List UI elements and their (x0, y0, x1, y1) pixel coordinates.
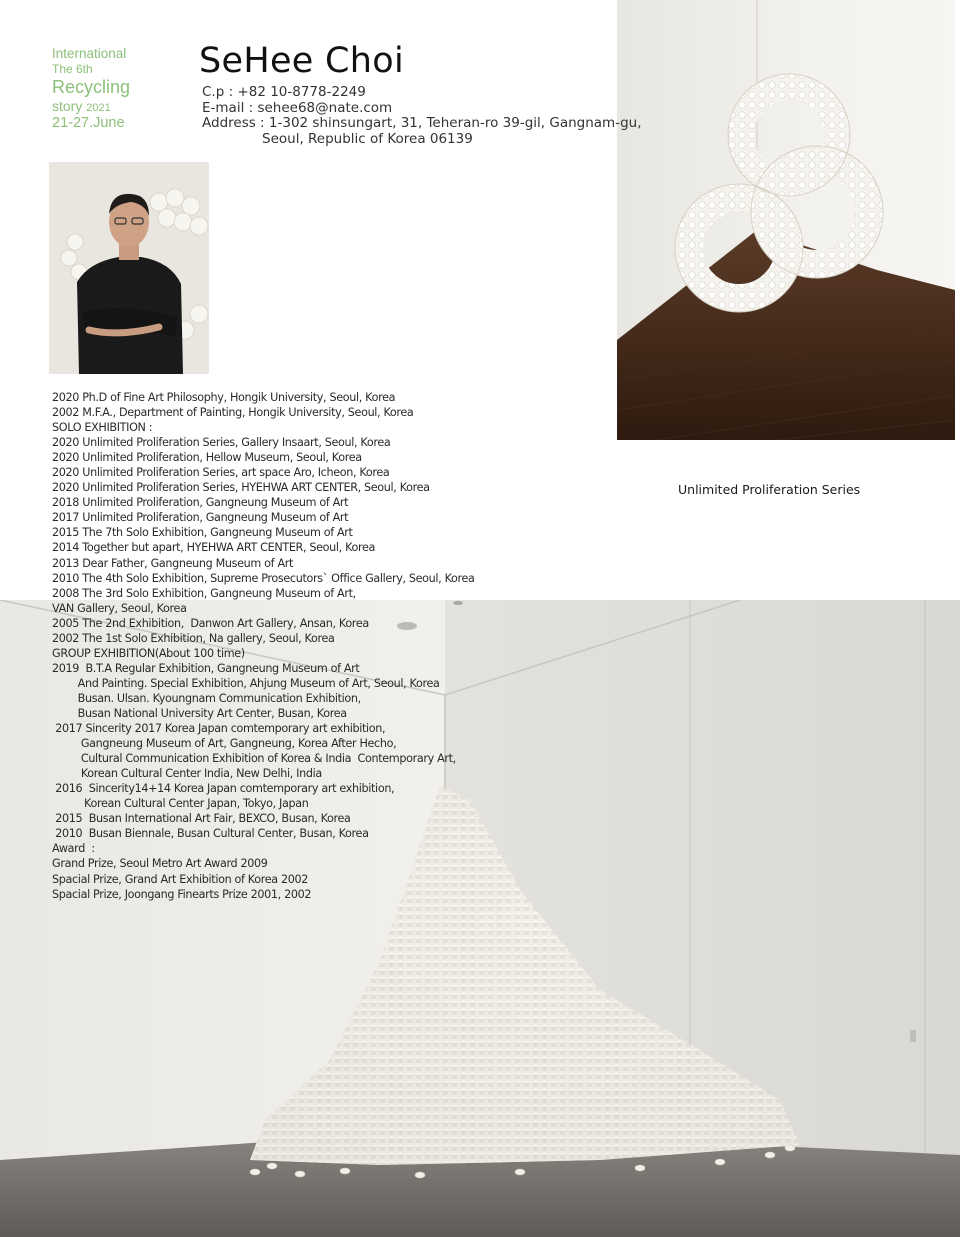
email-line: E-mail : sehee68@nate.com (202, 99, 393, 116)
event-year: 2021 (86, 102, 111, 115)
cv-line: Korean Cultural Center India, New Delhi, India (52, 767, 322, 781)
event-line-story (52, 98, 130, 115)
address-line-2: Seoul, Republic of Korea 06139 (262, 130, 473, 147)
cv-line: 2015 Busan International Art Fair, BEXCO, Busan, Korea (52, 812, 351, 826)
cv-line: Cultural Communication Exhibition of Korea & India Contemporary Art, (52, 752, 456, 766)
event-dates: 21-27.June (52, 115, 125, 132)
cv-line: 2016 Sincerity14+14 Korea Japan comtemporary art exhibition, (52, 782, 395, 796)
event-story-word: story (52, 98, 83, 115)
artwork-caption: Unlimited Proliferation Series (678, 482, 861, 497)
cv-line: Spacial Prize, Grand Art Exhibition of Korea 2002 (52, 872, 309, 886)
cv-text (52, 390, 475, 902)
address-line-1: Address : 1-302 shinsungart, 31, Teheran-ro 39-gil, Gangnam-gu, (202, 115, 642, 131)
cv-line: 2020 Unlimited Proliferation Series, Gallery Insaart, Seoul, Korea (52, 436, 391, 450)
artist-name: SeHee Choi (199, 41, 405, 81)
event-line-edition: The 6th (52, 62, 93, 77)
contact-block (202, 85, 642, 147)
phone-line: C.p : +82 10-8778-2249 (202, 84, 366, 100)
cv-line: 2018 Unlimited Proliferation, Gangneung Museum of Art (52, 496, 349, 510)
cv-line: 2020 Unlimited Proliferation, Hellow Museum, Seoul, Korea (52, 451, 362, 465)
event-line-international: International (52, 46, 127, 61)
cv-line: 2010 The 4th Solo Exhibition, Supreme Prosecutors` Office Gallery, Seoul, Korea (52, 571, 475, 585)
cv-line: Busan National University Art Center, Busan, Korea (52, 706, 347, 720)
cv-line: 2017 Unlimited Proliferation, Gangneung Museum of Art (52, 511, 349, 525)
cv-line: Busan. Ulsan. Kyoungnam Communication Exhibition, (52, 691, 361, 705)
cv-line: 2019 B.T.A Regular Exhibition, Gangneung Museum of Art (52, 661, 360, 675)
cv-line: 2014 Together but apart, HYEHWA ART CENTER, Seoul, Korea (52, 541, 376, 555)
cv-line: 2008 The 3rd Solo Exhibition, Gangneung Museum of Art, (52, 586, 356, 600)
cv-line: Korean Cultural Center Japan, Tokyo, Japan (52, 797, 309, 811)
cv-line: 2010 Busan Biennale, Busan Cultural Center, Busan, Korea (52, 827, 369, 841)
cv-line: 2015 The 7th Solo Exhibition, Gangneung Museum of Art (52, 526, 353, 540)
cv-line: SOLO EXHIBITION : (52, 421, 153, 435)
cv-line: 2020 Ph.D of Fine Art Philosophy, Hongik University, Seoul, Korea (52, 391, 396, 404)
cv-line: VAN Gallery, Seoul, Korea (52, 601, 187, 615)
cv-line: 2002 The 1st Solo Exhibition, Na gallery, Seoul, Korea (52, 631, 335, 645)
event-tag (52, 46, 130, 133)
event-line-recycling: Recycling (52, 76, 131, 97)
cv-line: 2020 Unlimited Proliferation Series, HYEHWA ART CENTER, Seoul, Korea (52, 481, 430, 495)
cv-line: GROUP EXHIBITION(About 100 time) (52, 646, 245, 660)
cv-line: 2017 Sincerity 2017 Korea Japan comtemporary art exhibition, (52, 722, 386, 736)
artist-portrait (49, 162, 209, 374)
cv-line: 2005 The 2nd Exhibition, Danwon Art Gallery, Ansan, Korea (52, 616, 369, 630)
cv-line: 2013 Dear Father, Gangneung Museum of Art (52, 556, 294, 570)
cv-line: 2002 M.F.A., Department of Painting, Hongik University, Seoul, Korea (52, 406, 414, 420)
cv-line: Gangneung Museum of Art, Gangneung, Korea After Hecho, (52, 737, 397, 751)
sculpture-photo-rings (617, 0, 955, 440)
cv-line: 2020 Unlimited Proliferation Series, art space Aro, Icheon, Korea (52, 466, 390, 480)
cv-line: Award : (52, 842, 95, 856)
cv-line: Spacial Prize, Joongang Finearts Prize 2001, 2002 (52, 887, 312, 901)
cv-line: And Painting. Special Exhibition, Ahjung Museum of Art, Seoul, Korea (52, 676, 440, 690)
cv-line: Grand Prize, Seoul Metro Art Award 2009 (52, 857, 268, 871)
